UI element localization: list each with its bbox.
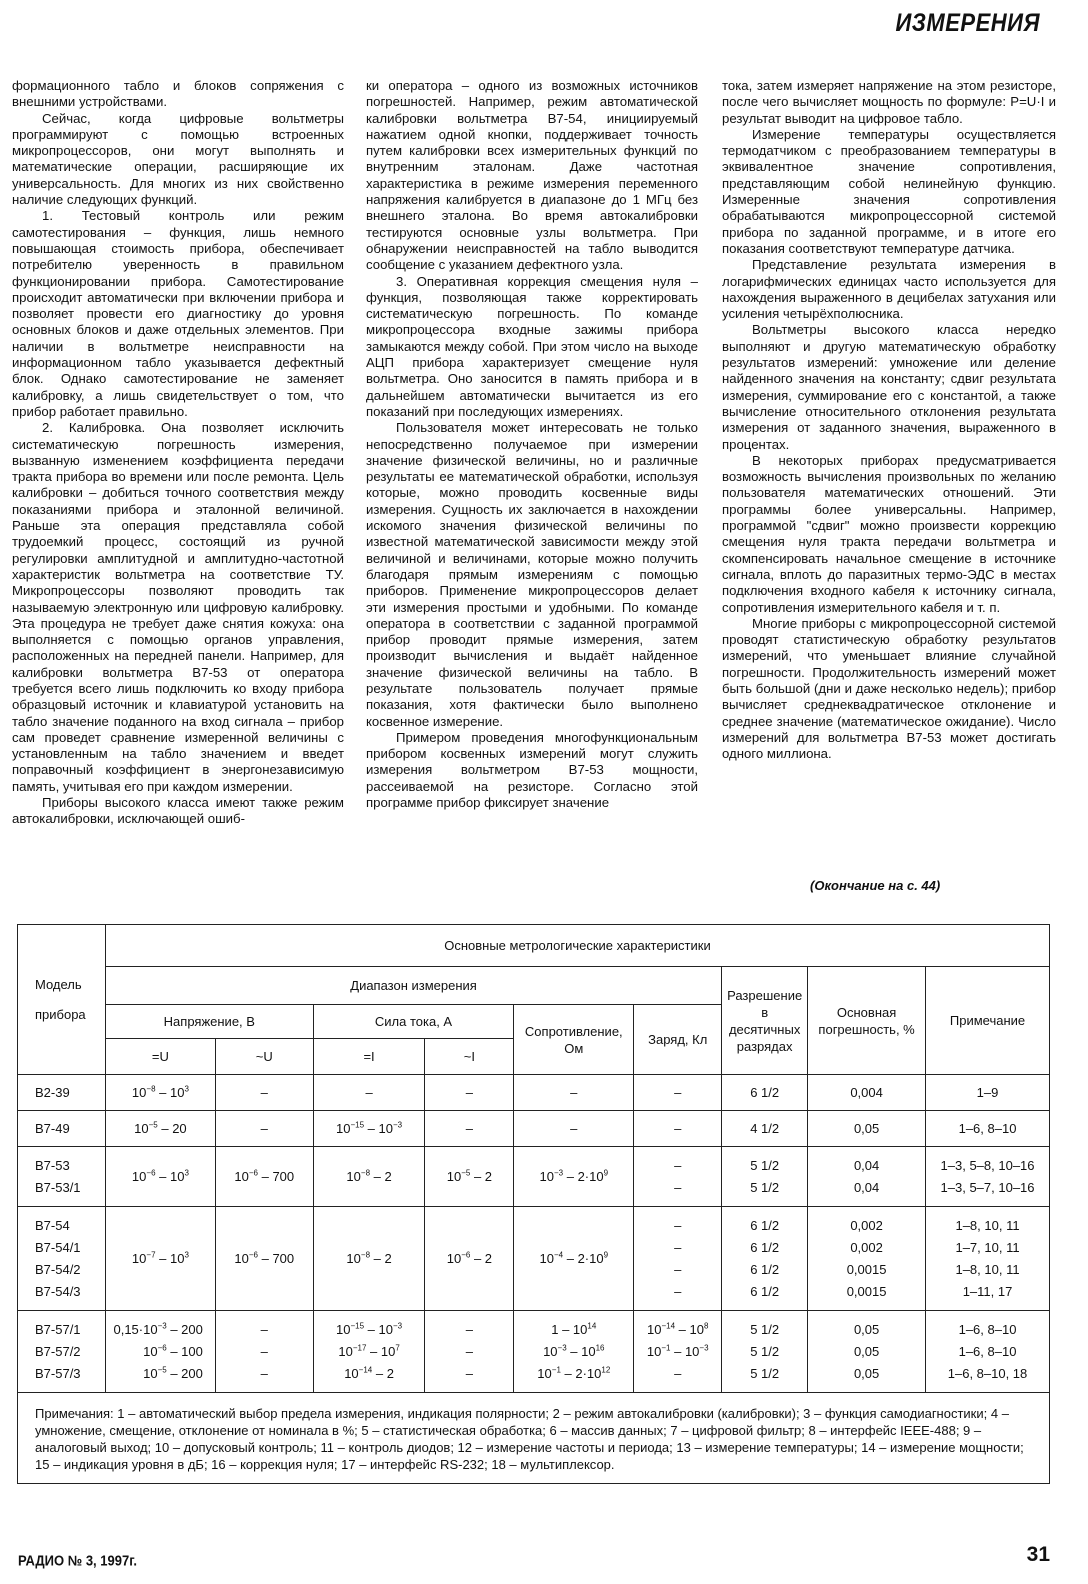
charge-cell: – bbox=[634, 1075, 722, 1111]
page-number: 31 bbox=[1026, 1543, 1050, 1566]
paragraph: Представление результата измерения в логарифмических единицах часто используется для нахождения выраженного в децибелах затухания или усиления четырёхполюсника. bbox=[722, 257, 1056, 322]
dc-voltage-cell: $10^{-5} - 20$ bbox=[105, 1111, 215, 1147]
model-cell: В7-54 В7-54/1 В7-54/2 В7-54/3 bbox=[18, 1207, 106, 1311]
dc-current-cell: $10^{-15} - 10^{-3}$ $10^{-17} - 10^7$ $10^{-14} - 2$ bbox=[313, 1311, 425, 1393]
header-note: Примечание bbox=[926, 967, 1050, 1075]
dc-current-cell: – bbox=[313, 1075, 425, 1111]
table-row bbox=[18, 1311, 1050, 1393]
dc-voltage-cell: $10^{-6} - 10^3$ bbox=[105, 1147, 215, 1207]
paragraph: 2. Калибровка. Она позволяет исключить систематическую погрешность измерения, вызванную изменением коэффициента передачи тракта прибора во времени или после ремонта. Цель калибровки – добиться точного соответствия между показаниями прибора и эталонной величиной. Раньше эта операция представляла собой трудоемкий процесс, состоящий из ручной регулировки амплитудной и амплитудно-частотной характеристик вольтметра на соответствие ТУ. Микропроцессоры позволяют проводить так называемую электронную или цифровую калибровку. Эта процедура не требует даже снятия кожуха: она выполняется с помощью органов управления, расположенных на передней панели. Например, для калибровки вольтметра В7-53 от оператора требуется всего лишь подключить ко входу прибора образцовый источник и клавиатурой установить на табло значение поданного на вход сигнала – прибор сам проведет сравнение измеренной величины с установленным на табло значением и введет поправочный коэффициент в энергонезависимую память, учитывая его при каждом измерении. bbox=[12, 420, 344, 794]
paragraph: 1. Тестовый контроль или режим самотестирования – функция, лишь немного повышающая стоимость прибора, обеспечивает потребителю уверенность в правильном функционировании прибора. Самотестирование происходит автоматически при включении прибора и позволяет провести его диагностику до уровня основных блоков и даже отдельных элементов. При наличии в вольтметре неисправности на информационном табло указывается дефектный блок. Однако самотестирование не заменяет калибровку, а лишь свидетельствует о том, что прибор работает правильно. bbox=[12, 208, 344, 419]
resistance-cell: – bbox=[514, 1111, 634, 1147]
table-row bbox=[18, 1075, 1050, 1111]
header-current: Сила тока, А bbox=[313, 1005, 514, 1039]
paragraph: тока, затем измеряет напряжение на этом резисторе, после чего вычисляет мощность по формуле: P=U·I и результат выводит на цифровое табло. bbox=[722, 78, 1056, 126]
text-column-3 bbox=[722, 78, 1056, 762]
note-cell: 1–6, 8–10 1–6, 8–10 1–6, 8–10, 18 bbox=[926, 1311, 1050, 1393]
model-cell: В2-39 bbox=[18, 1075, 106, 1111]
note-cell: 1–9 bbox=[926, 1075, 1050, 1111]
ac-voltage-cell: $10^{-6} - 700$ bbox=[215, 1147, 313, 1207]
ac-current-cell: – – – bbox=[425, 1311, 514, 1393]
header-resistance: Сопротивление, Ом bbox=[514, 1005, 634, 1075]
error-cell: 0,05 0,05 0,05 bbox=[808, 1311, 926, 1393]
dc-voltage-cell: $10^{-8} - 10^3$ bbox=[105, 1075, 215, 1111]
table-footnotes: Примечания: 1 – автоматический выбор предела измерения, индикация полярности; 2 – режим автокалибровки (калибровки); 3 – функция самодиагностики; 4 – умножение, смещение, отклонение от номинала в %; 5 – статистическая обработка; 6 – массив данных; 7 – цифровой фильтр; 8 – интерфейс IEEE-488; 9 – аналоговый выход; 10 – допусковый контроль; 11 – контроль диодов; 12 – измерение частоты и периода; 13 – измерение температуры; 14 – измерение мощности; 15 – индикация уровня в дБ; 16 – коррекция нуля; 17 – интерфейс RS-232; 18 – мультиплексор. bbox=[18, 1393, 1050, 1484]
note-cell: 1–6, 8–10 bbox=[926, 1111, 1050, 1147]
error-cell: 0,002 0,002 0,0015 0,0015 bbox=[808, 1207, 926, 1311]
table-row bbox=[18, 1207, 1050, 1311]
resistance-cell: $10^{-4} - 2\cdot 10^9$ bbox=[514, 1207, 634, 1311]
ac-voltage-cell: – bbox=[215, 1075, 313, 1111]
paragraph: Вольтметры высокого класса нередко выполняют и другую математическую обработку результатов измерений: умножение или деление найденного значения на константу; сдвиг результата измерения, суммирование его с константой, а также вычисление относительного отклонения результата измерения от заданного значения, выраженного в процентах. bbox=[722, 322, 1056, 452]
text-column-1 bbox=[12, 78, 344, 828]
header-range: Диапазон измерения bbox=[105, 967, 721, 1005]
header-dc-current: =I bbox=[313, 1039, 425, 1075]
paragraph: Примером проведения многофункциональным прибором косвенных измерений могут служить измерения вольтметром В7-53 мощности, рассеиваемой на резисторе. Согласно этой программе прибор фиксирует значение bbox=[366, 729, 698, 811]
resistance-cell: – bbox=[514, 1075, 634, 1111]
table-row bbox=[18, 1147, 1050, 1207]
dc-voltage-cell: $0,15\cdot 10^{-3} - 200$ $10^{-6} - 100$ $10^{-5} - 200$ bbox=[105, 1311, 215, 1393]
error-cell: 0,004 bbox=[808, 1075, 926, 1111]
text-column-2 bbox=[366, 78, 698, 811]
header-voltage: Напряжение, В bbox=[105, 1005, 313, 1039]
paragraph: Сейчас, когда цифровые вольтметры программируют с помощью встроенных микропроцессоров, они могут выполнять и математические операции, расширяющие их универсальность. Для многих из них свойственно наличие следующих функций. bbox=[12, 110, 344, 208]
dc-current-cell: $10^{-8} - 2$ bbox=[313, 1207, 425, 1311]
header-dc-voltage: =U bbox=[105, 1039, 215, 1075]
dc-current-cell: $10^{-15} - 10^{-3}$ bbox=[313, 1111, 425, 1147]
resistance-cell: $1 - 10^{14}$ $10^{-3} - 10^{16}$ $10^{-1} - 2\cdot 10^{12}$ bbox=[514, 1311, 634, 1393]
paragraph: формационного табло и блоков сопряжения с внешними устройствами. bbox=[12, 78, 344, 110]
charge-cell: – bbox=[634, 1111, 722, 1147]
header-main: Основные метрологические характеристики bbox=[105, 925, 1049, 967]
dc-voltage-cell: $10^{-7} - 10^3$ bbox=[105, 1207, 215, 1311]
header-charge: Заряд, Кл bbox=[634, 1005, 722, 1075]
paragraph: ки оператора – одного из возможных источников погрешностей. Например, режим автоматической калибровки вольтметра В7-54, инициируемый нажатием одной кнопки, поддерживает точность путем калибровки всех измерительных функций по внутренним эталонам. Даже частотная характеристика в режиме измерения переменного напряжения калибруется в диапазоне до 1 МГц без внешнего эталона. Во время автокалибровки тестируются основные узлы вольтметра. При обнаружении неисправностей на табло выводится сообщение с указанием дефектного узла. bbox=[366, 78, 698, 273]
paragraph: В некоторых приборах предусматривается возможность вычисления произвольных по желанию пользователя математических отношений. Эти программы более универсальны. Например, программой "сдвиг" можно произвести коррекцию смещения нуля тракта передачи вольтметра и скомпенсировать начальное смещение в источнике сигнала, вплоть до паразитных термо-ЭДС в местах подключения входного кабеля к источнику сигнала, сопротивления измерительного кабеля и т. п. bbox=[722, 452, 1056, 615]
ac-current-cell: – bbox=[425, 1075, 514, 1111]
resolution-cell: 6 1/2 6 1/2 6 1/2 6 1/2 bbox=[722, 1207, 808, 1311]
ac-voltage-cell: $10^{-6} - 700$ bbox=[215, 1207, 313, 1311]
charge-cell: – – – – bbox=[634, 1207, 722, 1311]
resistance-cell: $10^{-3} - 2\cdot 10^9$ bbox=[514, 1147, 634, 1207]
header-ac-voltage: ~U bbox=[215, 1039, 313, 1075]
resolution-cell: 6 1/2 bbox=[722, 1075, 808, 1111]
error-cell: 0,05 bbox=[808, 1111, 926, 1147]
paragraph: Многие приборы с микропроцессорной системой проводят статистическую обработку результатов измерений, что уменьшает влияние случайной погрешности. Продолжительность измерений может быть большой (дни и даже несколько недель); прибор вычисляет среднеквадратическое отклонение и среднее значение (математическое ожидание). Число измерений для вольтметра В7-53 может достигать одного миллиона. bbox=[722, 615, 1056, 762]
model-cell: В7-49 bbox=[18, 1111, 106, 1147]
note-cell: 1–3, 5–8, 10–16 1–3, 5–7, 10–16 bbox=[926, 1147, 1050, 1207]
charge-cell: $10^{-14} - 10^8$ $10^{-1} - 10^{-3}$ – bbox=[634, 1311, 722, 1393]
header-error: Основная погрешность, % bbox=[808, 967, 926, 1075]
header-model: Модель прибора bbox=[18, 925, 106, 1075]
resolution-cell: 4 1/2 bbox=[722, 1111, 808, 1147]
ac-current-cell: $10^{-5} - 2$ bbox=[425, 1147, 514, 1207]
paragraph: Пользователя может интересовать не только непосредственно получаемое при измерении значение физической величины, но и различные результаты ее математической обработки, используя которые, можно проводить косвенные виды измерения. Сущность их заключается в нахождении искомого значения физической величины по известной математической зависимости между этой величиной и величинами, которые можно получить благодаря прямым измерениям с помощью приборов. Применение микропроцессоров делает эти измерения простыми и удобными. По команде оператора в соответствии с заданной программой прибор проводит прямые измерения, затем производит вычисления и выдаёт найденное значение физической величины на табло. В результате пользователь получает прямые показания, хотя фактически было выполнено косвенное измерение. bbox=[366, 420, 698, 729]
paragraph: 3. Оперативная коррекция смещения нуля – функция, позволяющая также корректировать систематическую погрешность. По команде микропроцессора входные зажимы прибора замыкаются между собой. При этом число на выходе АЦП прибора характеризует смещение нуля вольтметра. Оно заносится в память прибора и в дальнейшем автоматически вычитается из его показаний при последующих измерениях. bbox=[366, 273, 698, 419]
ac-voltage-cell: – bbox=[215, 1111, 313, 1147]
dc-current-cell: $10^{-8} - 2$ bbox=[313, 1147, 425, 1207]
table-row bbox=[18, 1111, 1050, 1147]
resolution-cell: 5 1/2 5 1/2 bbox=[722, 1147, 808, 1207]
header-resolution: Разрешение в десятичных разрядах bbox=[722, 967, 808, 1075]
resolution-cell: 5 1/2 5 1/2 5 1/2 bbox=[722, 1311, 808, 1393]
ac-voltage-cell: – – – bbox=[215, 1311, 313, 1393]
continued-note: (Окончание на с. 44) bbox=[810, 878, 941, 893]
error-cell: 0,04 0,04 bbox=[808, 1147, 926, 1207]
paragraph: Приборы высокого класса имеют также режим автокалибровки, исключающей ошиб- bbox=[12, 795, 344, 827]
ac-current-cell: – bbox=[425, 1111, 514, 1147]
ac-current-cell: $10^{-6} - 2$ bbox=[425, 1207, 514, 1311]
section-title: ИЗМЕРЕНИЯ bbox=[895, 8, 1040, 37]
model-cell: В7-57/1 В7-57/2 В7-57/3 bbox=[18, 1311, 106, 1393]
specifications-table bbox=[17, 924, 1050, 1484]
model-cell: В7-53 В7-53/1 bbox=[18, 1147, 106, 1207]
charge-cell: – – bbox=[634, 1147, 722, 1207]
note-cell: 1–8, 10, 11 1–7, 10, 11 1–8, 10, 11 1–11, 17 bbox=[926, 1207, 1050, 1311]
table-body bbox=[18, 1075, 1050, 1393]
paragraph: Измерение температуры осуществляется термодатчиком с преобразованием температуры в эквивалентное значение сопротивления, представляющим собой нелинейную функцию. Измеренные значения сопротивления обрабатываются микропроцессорной системой прибора по заданной программе, и в итоге его показания соответствуют температуре датчика. bbox=[722, 126, 1056, 256]
header-ac-current: ~I bbox=[425, 1039, 514, 1075]
issue-label: РАДИО № 3, 1997г. bbox=[18, 1552, 137, 1569]
